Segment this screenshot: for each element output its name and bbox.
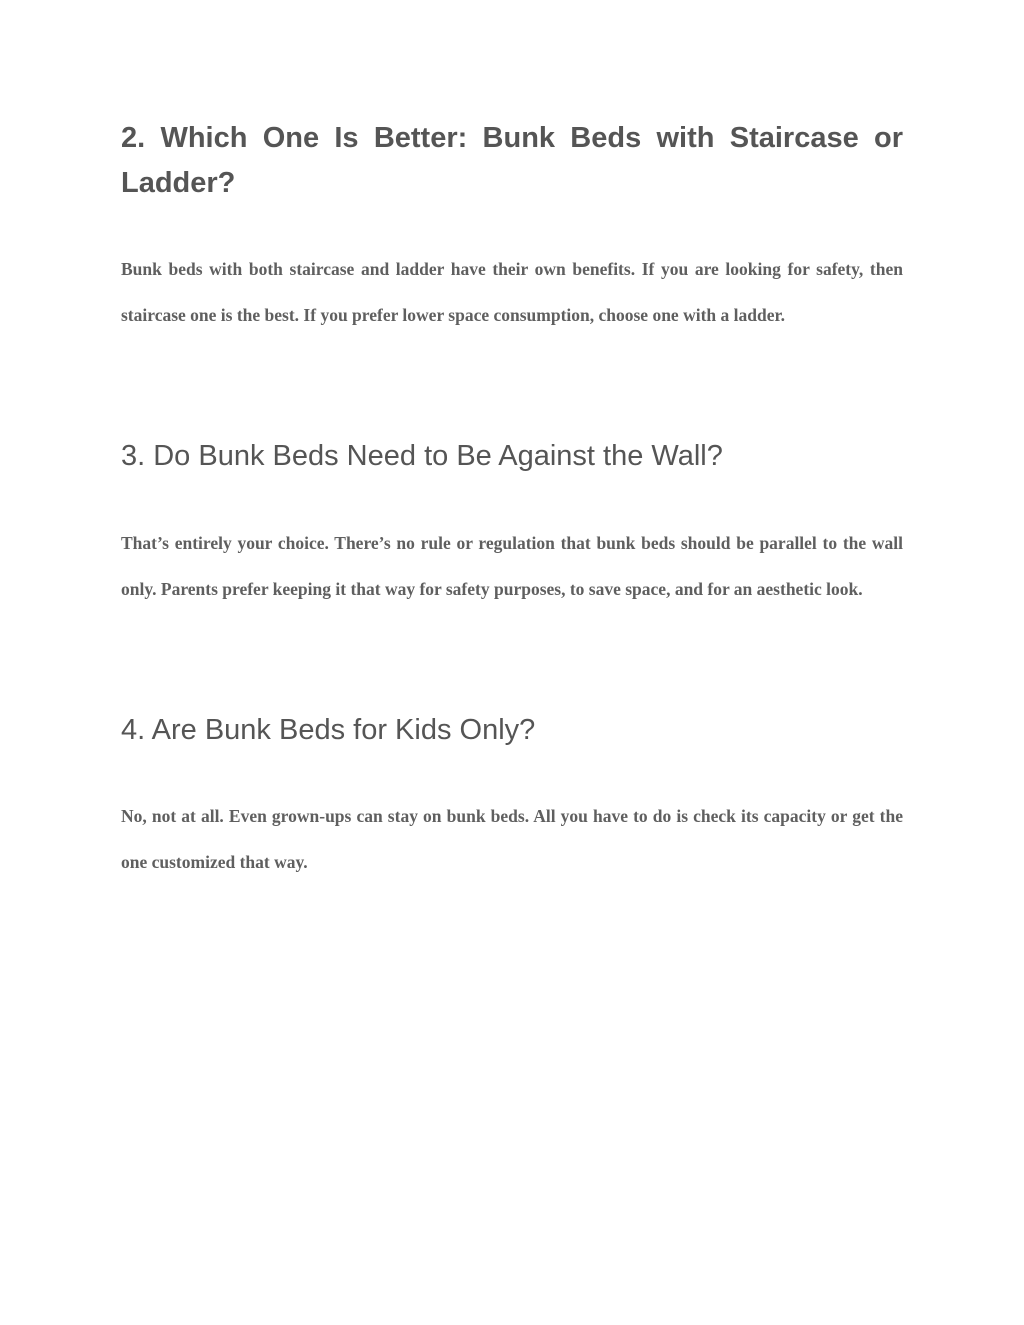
section-3-body: That’s entirely your choice. There’s no rule or regulation that bunk beds should be parallel to the wall only. Parents prefer keeping it that way for safety purposes, to save space, and for an aesthetic look.	[121, 533, 903, 599]
section-4-heading: 4. Are Bunk Beds for Kids Only?	[121, 714, 536, 746]
section-3-heading: 3. Do Bunk Beds Need to Be Against the Wall?	[121, 440, 723, 472]
section-4-body: No, not at all. Even grown-ups can stay on bunk beds. All you have to do is check its capacity or get the one customized that way.	[121, 806, 903, 872]
section-2-heading: 2. Which One Is Better: Bunk Beds with Staircase or Ladder?	[121, 122, 903, 199]
section-2-body: Bunk beds with both staircase and ladder have their own benefits. If you are looking for safety, then staircase one is the best. If you prefer lower space consumption, choose one with a ladder.	[121, 259, 903, 325]
